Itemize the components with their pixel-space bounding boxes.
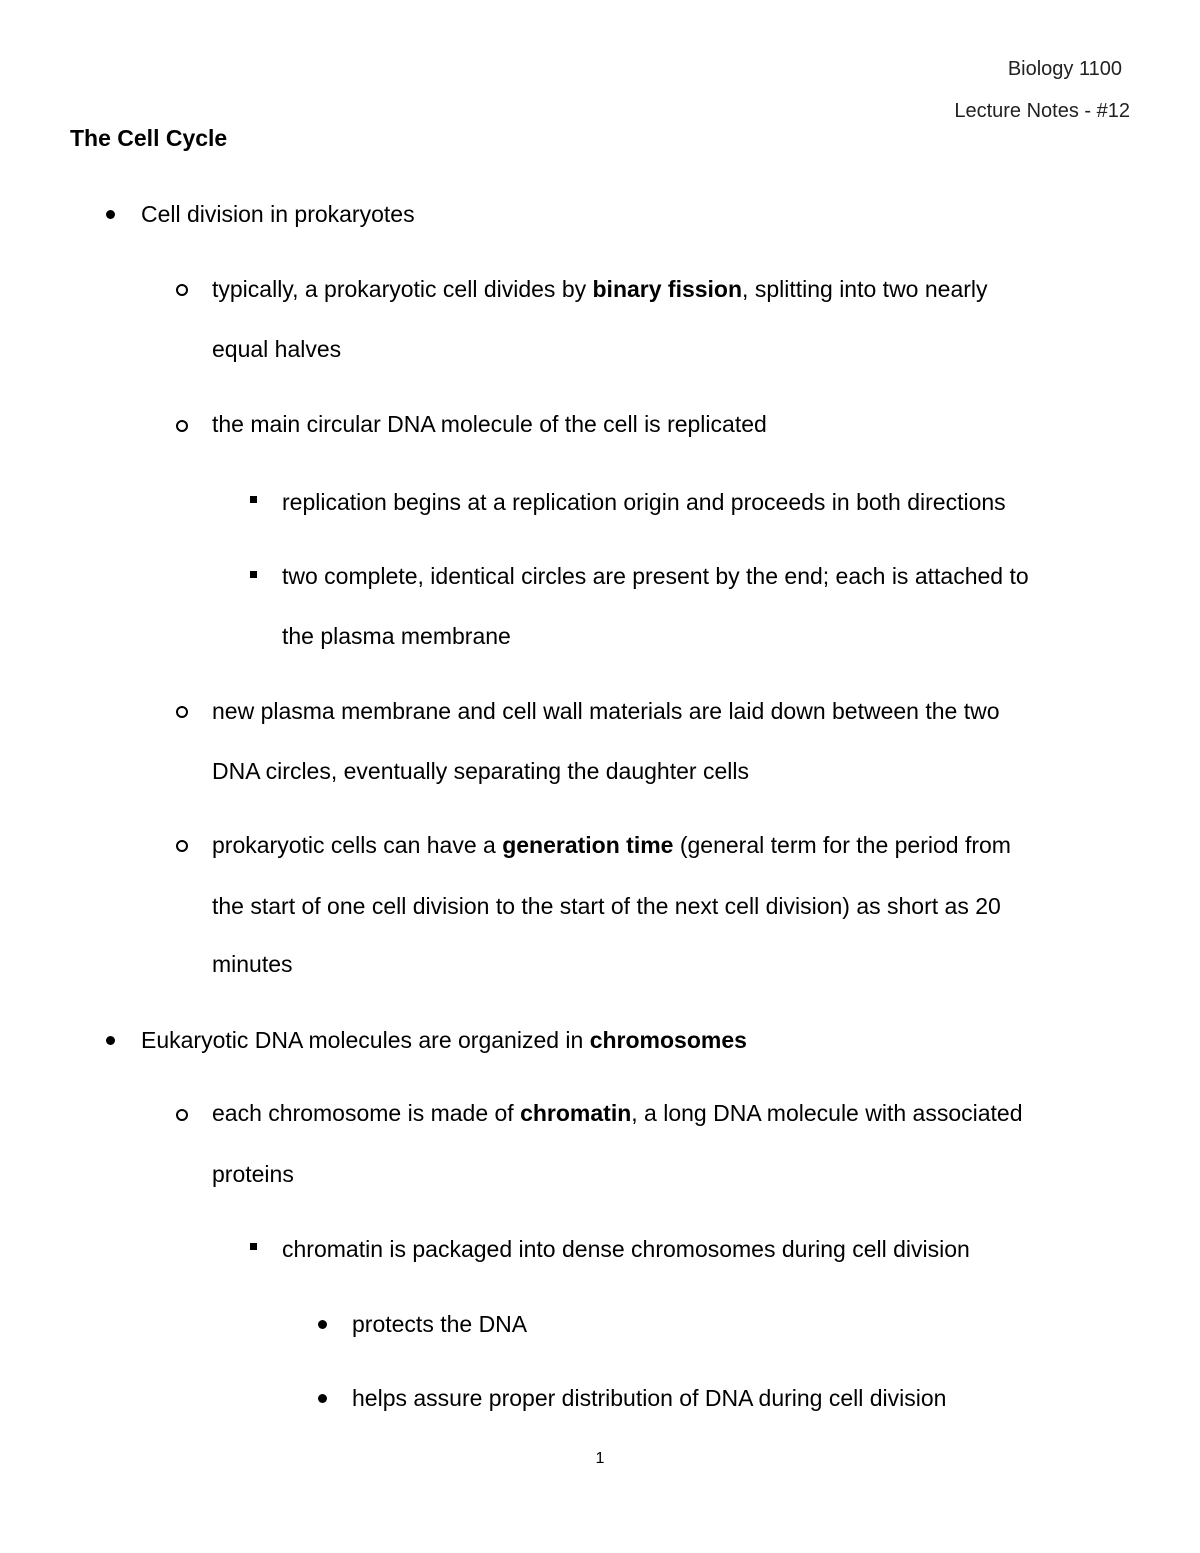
list-item: Eukaryotic DNA molecules are organized in chromosomes <box>141 1027 747 1053</box>
bullet-square-icon <box>250 496 257 503</box>
list-item: two complete, identical circles are present by the end; each is attached to <box>282 563 1029 589</box>
list-item: helps assure proper distribution of DNA during cell division <box>352 1385 947 1411</box>
bullet-disc-icon <box>106 1036 115 1045</box>
bullet-disc-icon <box>318 1320 327 1329</box>
list-item: the main circular DNA molecule of the cell is replicated <box>212 411 767 437</box>
list-item-continuation: the plasma membrane <box>282 623 511 649</box>
bullet-circle-icon <box>176 284 188 296</box>
bullet-circle-icon <box>176 840 188 852</box>
list-item: each chromosome is made of chromatin, a long DNA molecule with associated <box>212 1100 1023 1126</box>
list-item: replication begins at a replication origin and proceeds in both directions <box>282 489 1006 515</box>
bullet-disc-icon <box>318 1394 327 1403</box>
bullet-square-icon <box>250 571 257 578</box>
list-item-continuation: equal halves <box>212 336 342 362</box>
list-item: typically, a prokaryotic cell divides by binary fission, splitting into two nearly <box>212 276 988 302</box>
list-item: new plasma membrane and cell wall materials are laid down between the two <box>212 698 1000 724</box>
list-item: Cell division in prokaryotes <box>141 201 415 227</box>
list-item-continuation: proteins <box>212 1161 294 1187</box>
list-item-continuation: DNA circles, eventually separating the daughter cells <box>212 758 749 784</box>
list-item: protects the DNA <box>352 1311 528 1337</box>
bullet-circle-icon <box>176 706 188 718</box>
lecture-header: Lecture Notes - #12 <box>954 100 1130 122</box>
list-item-continuation: minutes <box>212 951 293 977</box>
page-title: The Cell Cycle <box>70 125 228 151</box>
bullet-square-icon <box>250 1243 257 1250</box>
bullet-circle-icon <box>176 1109 188 1121</box>
list-item: prokaryotic cells can have a generation time (general term for the period from <box>212 832 1011 858</box>
bullet-circle-icon <box>176 420 188 432</box>
list-item-continuation: the start of one cell division to the start of the next cell division) as short as 20 <box>212 893 1001 919</box>
page-number: 1 <box>595 1450 605 1467</box>
list-item: chromatin is packaged into dense chromosomes during cell division <box>282 1236 970 1262</box>
bullet-disc-icon <box>106 210 115 219</box>
course-header: Biology 1100 <box>1007 58 1122 80</box>
